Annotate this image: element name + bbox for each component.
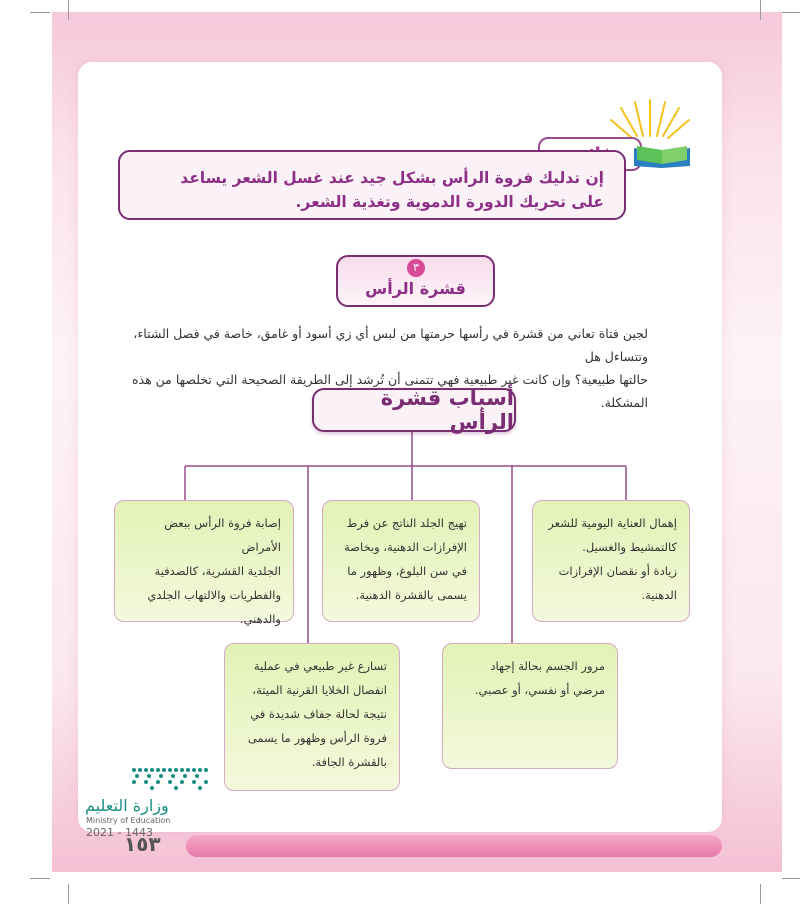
benefit-line: إن تدليك فروة الرأس بشكل جيد عند غسل الشعر يساعد	[180, 169, 604, 187]
cause-line: تهيج الجلد الناتج عن فرط	[346, 516, 467, 530]
edition-year: 2021 - 1443	[86, 826, 153, 839]
cause-line: الدهنية.	[641, 588, 677, 602]
page-number: ١٥٣	[124, 832, 161, 856]
section-title: قشرة الرأس	[365, 279, 466, 298]
cause-line: مرور الجسم بحالة إجهاد	[490, 659, 605, 673]
cause-line: في سن البلوغ، وظهور ما	[347, 564, 467, 578]
cause-line: مرضي أو نفسي، أو عصبي.	[474, 683, 605, 697]
cause-line: إهمال العناية اليومية للشعر	[548, 516, 677, 530]
intro-line: حالتها طبيعية؟ وإن كانت غير طبيعية فهي تتمنى أن تُرشد إلى الطريقة الصحيحة التي تخلصها من هذه المشكلة.	[131, 372, 648, 410]
cause-line: يسمى بالقشرة الدهنية.	[355, 588, 467, 602]
ministry-name-en: Ministry of Education	[86, 816, 171, 825]
cause-line: والدهني.	[239, 612, 281, 626]
footer-bar	[186, 835, 722, 857]
cause-line: إصابة فروة الرأس ببعض الأمراض	[164, 516, 281, 554]
benefit-line: على تحريك الدورة الدموية وتغذية الشعر.	[295, 193, 604, 211]
cause-box-irritation	[322, 500, 480, 622]
cause-line: تسارع غير طبيعي في عملية	[253, 659, 387, 673]
cause-line: والفطريات والالتهاب الجلدي	[147, 588, 281, 602]
cause-box-stress	[442, 643, 618, 769]
cause-line: فروة الرأس وظهور ما يسمى	[247, 731, 387, 745]
cause-line: الإفرازات الدهنية، وبخاصة	[344, 540, 467, 554]
cause-box-dry-scalp	[224, 643, 400, 791]
cause-box-skin-disease	[114, 500, 294, 626]
ministry-name-ar: وزارة التعليم	[85, 796, 169, 815]
cause-line: الجلدية القشرية، كالصدفية	[154, 564, 281, 578]
ministry-logo-icon	[126, 764, 216, 792]
intro-line: لجين فتاة تعاني من قشرة في رأسها حرمتها من لبس أي زي أسود أو غامق، خاصة في فصل الشتاء، وتتساءل هل	[133, 326, 648, 364]
section-number: ٣	[407, 259, 425, 277]
cause-line: كالتمشيط والغسيل.	[582, 540, 677, 554]
cause-box-neglect	[532, 500, 690, 622]
cause-line: زيادة أو نقصان الإفرازات	[558, 564, 677, 578]
cause-line: انفصال الخلايا القرنية الميتة،	[252, 683, 387, 697]
cause-line: بالقشرة الجافة.	[311, 755, 387, 769]
diagram-title: أسباب قشرة الرأس	[312, 388, 516, 432]
cause-line: نتيجة لحالة جفاف شديدة في	[250, 707, 387, 721]
